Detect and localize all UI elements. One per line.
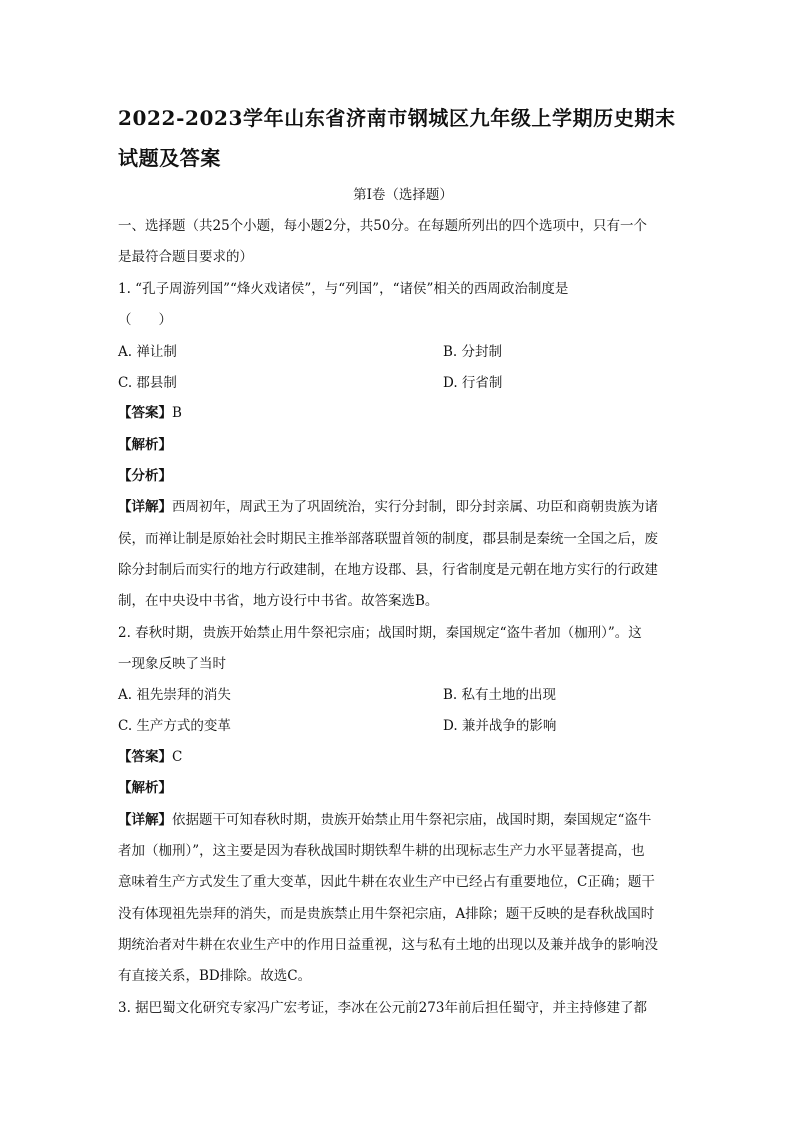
question-2-detail-line-2: 者加（枷刑）”，这主要是因为春秋战国时期铁犁牛耕的出现标志生产力水平显著提高，也 — [118, 843, 645, 859]
question-1-fenxi-tag — [118, 468, 688, 484]
question-1-stem-line-1: 1. “孔子周游列国”“烽火戏诸侯”，与“列国”，“诸侯”相关的西周政治制度是 — [118, 281, 569, 297]
question-1-detail-line-2: 侯，而禅让制是原始社会时期民主推举部落联盟首领的制度，郡县制是秦统一全国之后，废 — [118, 531, 658, 547]
question-1-answer — [118, 405, 688, 421]
question-1-detail-line-1 — [118, 499, 688, 515]
question-2-detail-line-3: 意味着生产方式发生了重大变革，因此牛耕在农业生产中已经占有重要地位，C正确；题干 — [118, 874, 655, 890]
analysis-tag: 【解析】 — [118, 780, 172, 796]
question-1-detail-line-4: 制，在中央设中书省，地方设行中书省。故答案选B。 — [118, 593, 439, 609]
detail-text: 依据题干可知春秋时期，贵族开始禁止用牛祭祀宗庙，战国时期，秦国规定“盗牛 — [172, 812, 652, 828]
question-1-option-d: D. 行省制 — [443, 375, 503, 391]
question-2-detail-line-1 — [118, 812, 688, 828]
answer-value: C — [172, 749, 183, 765]
question-1-option-a: A. 禅让制 — [118, 344, 177, 360]
answer-value: B — [172, 405, 182, 421]
question-1-analysis-tag — [118, 437, 688, 453]
question-2-analysis-tag — [118, 780, 688, 796]
question-1-detail-line-3: 除分封制后而实行的地方行政建制，在地方设郡、县，行省制度是元朝在地方实行的行政建 — [118, 562, 658, 578]
question-2-detail-line-6: 有直接关系，BD排除。故选C。 — [118, 968, 312, 984]
detail-text: 西周初年，周武王为了巩固统治，实行分封制，即分封亲属、功臣和商朝贵族为诸 — [172, 499, 658, 515]
detail-tag: 【详解】 — [118, 812, 172, 828]
instructions-line-2: 是最符合题目要求的） — [118, 249, 253, 265]
question-1-option-c: C. 郡县制 — [118, 375, 177, 391]
question-2-answer — [118, 749, 688, 765]
question-2-option-b: B. 私有土地的出现 — [443, 687, 557, 703]
analysis-tag: 【解析】 — [118, 437, 172, 453]
question-2-stem-line-1: 2. 春秋时期，贵族开始禁止用牛祭祀宗庙；战国时期，秦国规定“盗牛者加（枷刑）”。这 — [118, 625, 642, 641]
question-2-detail-line-4: 没有体现祖先崇拜的消失，而是贵族禁止用牛祭祀宗庙，A排除；题干反映的是春秋战国时 — [118, 906, 655, 922]
document-title-line-2: 试题及答案 — [118, 146, 221, 170]
document-title-line-1: 2022-2023学年山东省济南市钢城区九年级上学期历史期末 — [118, 106, 676, 130]
instructions-line-1: 一、选择题（共25个小题，每小题2分，共50分。在每题所列出的四个选项中，只有一个 — [118, 218, 647, 234]
question-2-option-d: D. 兼并战争的影响 — [443, 718, 557, 734]
question-2-option-c: C. 生产方式的变革 — [118, 718, 231, 734]
detail-tag: 【详解】 — [118, 499, 172, 515]
section-heading: 第Ⅰ卷（选择题） — [353, 187, 453, 203]
answer-tag: 【答案】 — [118, 405, 172, 421]
question-2-detail-line-5: 期统治者对牛耕在农业生产中的作用日益重视，这与私有土地的出现以及兼并战争的影响没 — [118, 937, 658, 953]
question-1-stem-line-2: （ ） — [118, 312, 172, 328]
question-2-option-a: A. 祖先崇拜的消失 — [118, 687, 231, 703]
question-2-stem-line-2: 一现象反映了当时 — [118, 656, 226, 672]
question-3-stem-line-1: 3. 据巴蜀文化研究专家冯广宏考证，李冰在公元前273年前后担任蜀守，并主持修建了都 — [118, 1000, 647, 1016]
question-1-option-b: B. 分封制 — [443, 344, 503, 360]
answer-tag: 【答案】 — [118, 749, 172, 765]
fenxi-tag: 【分析】 — [118, 468, 172, 484]
